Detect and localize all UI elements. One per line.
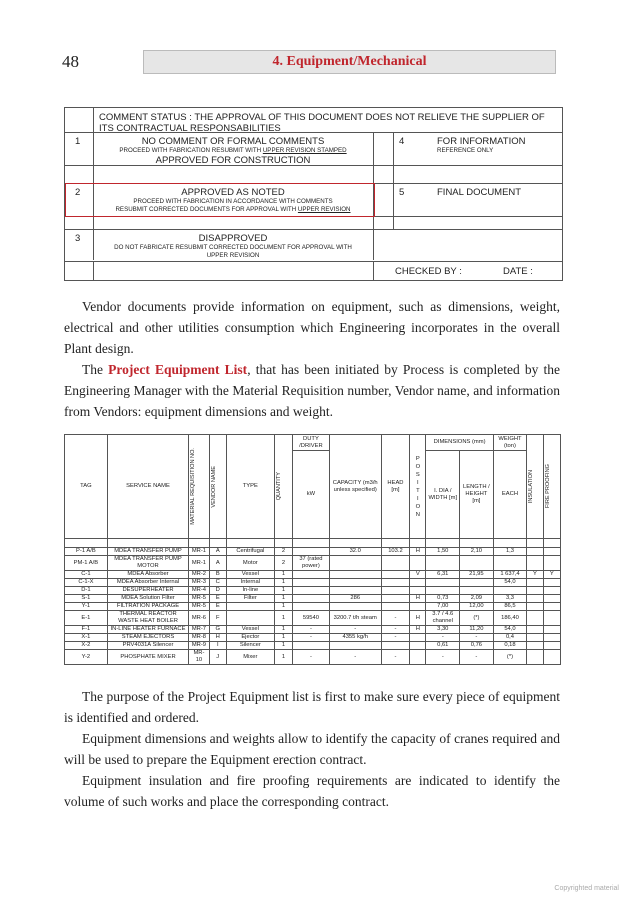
project-equipment-list-highlight: Project Equipment List <box>108 362 248 377</box>
table-cell <box>543 611 560 626</box>
col-fire-proofing: FIRE PROOFING <box>543 435 560 539</box>
table-cell: H <box>410 611 426 626</box>
table-cell: Y <box>543 571 560 579</box>
table-cell: PRV4031A Silencer <box>107 642 188 650</box>
checked-by-label: CHECKED BY : <box>395 266 462 277</box>
table-cell <box>426 579 460 587</box>
table-cell <box>527 587 543 595</box>
table-cell: P-1 A/B <box>65 548 108 556</box>
table-cell: 1 <box>274 579 292 587</box>
table-row <box>65 595 561 603</box>
table-row <box>65 579 561 587</box>
col-quantity: QUANTITY <box>274 435 292 539</box>
table-cell: X-2 <box>65 642 108 650</box>
table-row <box>65 642 561 650</box>
table-row <box>65 650 561 665</box>
table-cell <box>543 579 560 587</box>
table-cell: 2 <box>274 556 292 571</box>
table-cell <box>527 556 543 571</box>
table-cell: 0,18 <box>493 642 527 650</box>
table-cell: Internal <box>226 579 274 587</box>
table-cell: H <box>209 634 226 642</box>
table-cell: C-1 <box>65 571 108 579</box>
table-cell <box>527 603 543 611</box>
table-cell: 7,00 <box>426 603 460 611</box>
table-cell <box>527 626 543 634</box>
col-kw: kW <box>293 451 330 539</box>
table-cell <box>460 587 494 595</box>
table-cell: Vessel <box>226 571 274 579</box>
table-cell: 21,95 <box>460 571 494 579</box>
table-cell: F <box>209 611 226 626</box>
checked-row <box>65 261 562 280</box>
table-cell <box>410 603 426 611</box>
table-cell <box>381 587 410 595</box>
table-cell: 1 <box>274 611 292 626</box>
table-cell <box>293 603 330 611</box>
table-row <box>65 626 561 634</box>
table-cell: C <box>209 579 226 587</box>
status-row-4-title: FOR INFORMATION <box>437 136 526 147</box>
table-cell: MDEA Absorber Internal <box>107 579 188 587</box>
table-cell: 1 <box>274 650 292 665</box>
table-cell <box>543 634 560 642</box>
table-cell: Y-1 <box>65 603 108 611</box>
table-cell: - <box>381 611 410 626</box>
status-row-1-instruction: PROCEED WITH FABRICATION RESUBMIT WITH UPPER REVISION STAMPED <box>119 147 347 154</box>
col-material-requisition: MATERIAL REQUISITION NO. <box>189 435 209 539</box>
table-cell: 3200.7 t/h steam <box>329 611 381 626</box>
table-cell: - <box>293 634 330 642</box>
table-cell: 1 <box>274 626 292 634</box>
table-cell: - <box>381 626 410 634</box>
table-row <box>65 611 561 626</box>
table-cell <box>381 603 410 611</box>
table-cell: IN-LINE HEATER FURNACE <box>107 626 188 634</box>
table-cell <box>426 556 460 571</box>
status-row-3-title: DISAPPROVED <box>198 233 268 244</box>
table-cell: 1,50 <box>426 548 460 556</box>
status-row-1 <box>65 133 562 166</box>
table-cell: MR-1 <box>189 556 209 571</box>
paragraph-purpose: The purpose of the Project Equipment list is first to make sure every piece of equipment is identified and ordered. <box>64 689 560 725</box>
col-type: TYPE <box>226 435 274 539</box>
table-cell <box>293 595 330 603</box>
table-cell: 1 <box>274 571 292 579</box>
table-cell <box>527 595 543 603</box>
table-cell: Silencer <box>226 642 274 650</box>
status-header-text: COMMENT STATUS : THE APPROVAL OF THIS DOCUMENT DOES NOT RELIEVE THE SUPPLIER OF ITS CONTRACTUAL RESPONSABILITIES <box>99 112 545 134</box>
comment-status-form <box>64 107 563 281</box>
table-cell <box>527 611 543 626</box>
col-dimensions: DIMENSIONS (mm) <box>426 435 493 451</box>
table-cell <box>410 634 426 642</box>
table-cell <box>293 642 330 650</box>
date-label: DATE : <box>503 266 533 277</box>
table-cell: 0,76 <box>460 642 494 650</box>
table-cell: H <box>410 595 426 603</box>
equipment-list-table <box>64 434 561 665</box>
table-cell: - <box>426 650 460 665</box>
table-cell: D-1 <box>65 587 108 595</box>
status-header-row <box>65 108 562 133</box>
status-row-2-number: 2 <box>75 187 81 198</box>
status-row-2-instruction-2: RESUBMIT CORRECTED DOCUMENTS FOR APPROVAL WITH UPPER REVISION <box>115 206 351 213</box>
table-cell: MDEA TRANSFER PUMP MOTOR <box>107 556 188 571</box>
table-cell <box>293 548 330 556</box>
table-cell <box>543 603 560 611</box>
table-cell: Vessel <box>226 626 274 634</box>
table-cell <box>493 556 527 571</box>
table-cell: Mixer <box>226 650 274 665</box>
table-cell: MR-8 <box>189 634 209 642</box>
table-cell: - <box>460 634 494 642</box>
highlight-approved-as-noted <box>65 183 375 217</box>
table-cell <box>329 571 381 579</box>
table-cell <box>293 587 330 595</box>
table-cell <box>460 579 494 587</box>
col-weight: WEIGHT (ton) <box>493 435 527 451</box>
table-row <box>65 571 561 579</box>
table-cell: 2,09 <box>460 595 494 603</box>
paragraph-vendor-documents: Vendor documents provide information on equipment, such as dimensions, weight, electrical and other utilities consumption which Engineering incorporates in the overall Plant design. <box>64 299 560 356</box>
table-cell: Ejector <box>226 634 274 642</box>
table-cell: - <box>426 634 460 642</box>
table-cell <box>543 642 560 650</box>
table-cell: - <box>293 650 330 665</box>
table-cell: X-1 <box>65 634 108 642</box>
table-cell: Y <box>527 571 543 579</box>
table-row <box>65 548 561 556</box>
table-cell: D <box>209 587 226 595</box>
table-cell: G <box>209 626 226 634</box>
table-cell: - <box>381 634 410 642</box>
status-row-2-instruction-1: PROCEED WITH FABRICATION IN ACCORDANCE WITH COMMENTS <box>133 198 333 205</box>
copyright-notice: Copyrighted material <box>554 885 619 892</box>
col-duty-driver: DUTY /DRIVER <box>293 435 330 451</box>
table-cell <box>543 626 560 634</box>
table-cell: A <box>209 556 226 571</box>
table-cell <box>226 611 274 626</box>
table-cell: MR-4 <box>189 587 209 595</box>
table-cell: 1 <box>274 634 292 642</box>
equipment-table-body <box>65 548 561 665</box>
table-cell: - <box>381 650 410 665</box>
col-length-height: LENGTH / HEIGHT [m] <box>460 451 494 539</box>
table-row <box>65 587 561 595</box>
status-row-1-number: 1 <box>75 136 81 147</box>
table-cell <box>527 650 543 665</box>
table-cell: STEAM EJECTORS <box>107 634 188 642</box>
table-cell <box>381 579 410 587</box>
status-row-2-title: APPROVED AS NOTED <box>181 187 285 198</box>
table-cell: MR-3 <box>189 579 209 587</box>
table-cell: E <box>209 603 226 611</box>
col-dia-width: I. DIA / WIDTH [m] <box>426 451 460 539</box>
table-cell: (*) <box>460 611 494 626</box>
col-position: P O S I T I O N <box>410 435 426 539</box>
table-cell <box>410 587 426 595</box>
table-cell: 0,4 <box>493 634 527 642</box>
table-cell <box>381 571 410 579</box>
table-cell: (*) <box>493 650 527 665</box>
col-each: EACH <box>493 451 527 539</box>
table-cell: MDEA TRANSFER PUMP <box>107 548 188 556</box>
status-row-4-sub: REFERENCE ONLY <box>437 147 494 154</box>
table-row <box>65 556 561 571</box>
table-cell: 4355 kg/h <box>329 634 381 642</box>
table-cell: 3.7 / 4.6 channel <box>426 611 460 626</box>
table-cell: 186,40 <box>493 611 527 626</box>
col-capacity: CAPACITY (m3/h unless specified) <box>329 435 381 539</box>
table-cell <box>410 556 426 571</box>
paragraph-project-equipment-list: The Project Equipment List, that has been initiated by Process is completed by the Engineering Manager with the Material Requisition number, Vendor name, and information from Vendors: equipment dimensions and weight. <box>64 362 560 419</box>
table-cell <box>293 579 330 587</box>
table-row <box>65 603 561 611</box>
table-cell: A <box>209 548 226 556</box>
table-cell: MR-10 <box>189 650 209 665</box>
table-cell: 32.0 <box>329 548 381 556</box>
page-number: 48 <box>62 52 79 71</box>
table-cell: MR-5 <box>189 595 209 603</box>
table-cell: THERMAL REACTOR WASTE HEAT BOILER <box>107 611 188 626</box>
table-cell: MR-7 <box>189 626 209 634</box>
table-cell: MDEA Solution Filter <box>107 595 188 603</box>
table-row <box>65 634 561 642</box>
table-cell: MR-9 <box>189 642 209 650</box>
status-row-5-title: FINAL DOCUMENT <box>437 187 522 198</box>
table-cell <box>460 556 494 571</box>
table-cell <box>329 556 381 571</box>
table-cell <box>543 595 560 603</box>
table-cell: 286 <box>329 595 381 603</box>
table-cell <box>329 579 381 587</box>
status-row-3-number: 3 <box>75 233 81 244</box>
status-row-1-approval: APPROVED FOR CONSTRUCTION <box>155 155 311 166</box>
table-cell <box>410 579 426 587</box>
table-cell: B <box>209 571 226 579</box>
table-cell: 0,73 <box>426 595 460 603</box>
table-cell: MR-1 <box>189 548 209 556</box>
table-cell <box>527 579 543 587</box>
table-cell: 1,3 <box>493 548 527 556</box>
table-cell: - <box>460 650 494 665</box>
table-cell: - <box>329 650 381 665</box>
table-cell: 1 637,4 <box>493 571 527 579</box>
table-cell: 59540 <box>293 611 330 626</box>
table-cell: 3,30 <box>426 626 460 634</box>
table-cell <box>426 587 460 595</box>
table-cell: PM-1 A/B <box>65 556 108 571</box>
status-row-3-instruction: DO NOT FABRICATE RESUBMIT CORRECTED DOCUMENT FOR APPROVAL WITH <box>114 244 352 251</box>
table-cell <box>329 587 381 595</box>
table-cell: FILTRATION PACKAGE <box>107 603 188 611</box>
table-cell: 2,10 <box>460 548 494 556</box>
status-row-1-title: NO COMMENT OR FORMAL COMMENTS <box>141 136 325 147</box>
paragraph-dimensions-weights: Equipment dimensions and weights allow to identify the capacity of cranes required and will be used to prepare the Equipment erection contract. <box>64 731 560 767</box>
table-cell: 86,5 <box>493 603 527 611</box>
table-cell: 54,0 <box>493 579 527 587</box>
paragraph-insulation: Equipment insulation and fire proofing requirements are indicated to identify the volume of such works and place the corresponding contract. <box>64 773 560 809</box>
table-cell: 11,20 <box>460 626 494 634</box>
table-cell <box>329 642 381 650</box>
table-cell: MR-6 <box>189 611 209 626</box>
table-cell: PHOSPHATE MIXER <box>107 650 188 665</box>
table-cell: Motor <box>226 556 274 571</box>
status-row-4-number: 4 <box>399 136 405 147</box>
status-row-3-revision: UPPER REVISION <box>206 252 260 259</box>
table-cell: 0,61 <box>426 642 460 650</box>
table-cell <box>329 603 381 611</box>
table-cell <box>493 587 527 595</box>
status-row-3 <box>65 230 562 260</box>
table-cell: 1 <box>274 595 292 603</box>
table-cell <box>293 571 330 579</box>
table-cell: 1 <box>274 603 292 611</box>
table-cell <box>410 642 426 650</box>
table-cell: F-1 <box>65 626 108 634</box>
table-cell <box>381 556 410 571</box>
table-cell: I <box>209 642 226 650</box>
table-cell: 37 (rated power) <box>293 556 330 571</box>
table-cell: Centrifugal <box>226 548 274 556</box>
table-cell: H <box>410 548 426 556</box>
table-cell <box>381 595 410 603</box>
table-cell: S-1 <box>65 595 108 603</box>
table-cell: In-line <box>226 587 274 595</box>
table-cell: 1 <box>274 642 292 650</box>
table-cell: 1 <box>274 587 292 595</box>
table-cell <box>543 548 560 556</box>
table-cell <box>527 642 543 650</box>
table-cell: C-1-X <box>65 579 108 587</box>
table-cell <box>543 650 560 665</box>
col-head: HEAD [m] <box>381 435 410 539</box>
col-vendor-name: VENDOR NAME <box>209 435 226 539</box>
table-cell: V <box>410 571 426 579</box>
table-cell <box>410 650 426 665</box>
table-cell: MR-5 <box>189 603 209 611</box>
table-cell: Filter <box>226 595 274 603</box>
col-insulation: INSULATION <box>527 435 543 539</box>
table-cell: 6,31 <box>426 571 460 579</box>
table-cell: - <box>329 626 381 634</box>
chapter-title: 4. Equipment/Mechanical <box>143 50 556 74</box>
table-cell <box>381 642 410 650</box>
status-row-5-number: 5 <box>399 187 405 198</box>
table-cell: - <box>293 626 330 634</box>
table-cell: MDEA Absorber <box>107 571 188 579</box>
table-cell <box>543 556 560 571</box>
table-cell <box>527 548 543 556</box>
col-tag: TAG <box>65 435 108 539</box>
table-cell: 2 <box>274 548 292 556</box>
table-cell: 3,3 <box>493 595 527 603</box>
table-cell: 103.2 <box>381 548 410 556</box>
table-cell: 12,00 <box>460 603 494 611</box>
table-cell: E <box>209 595 226 603</box>
table-cell: E-1 <box>65 611 108 626</box>
table-cell <box>543 587 560 595</box>
table-cell: MR-2 <box>189 571 209 579</box>
table-cell <box>226 603 274 611</box>
col-service-name: SERVICE NAME <box>107 435 188 539</box>
table-cell: Y-2 <box>65 650 108 665</box>
table-cell: J <box>209 650 226 665</box>
table-cell <box>527 634 543 642</box>
table-cell: H <box>410 626 426 634</box>
table-cell: DESUPERHEATER <box>107 587 188 595</box>
table-cell: 54,0 <box>493 626 527 634</box>
